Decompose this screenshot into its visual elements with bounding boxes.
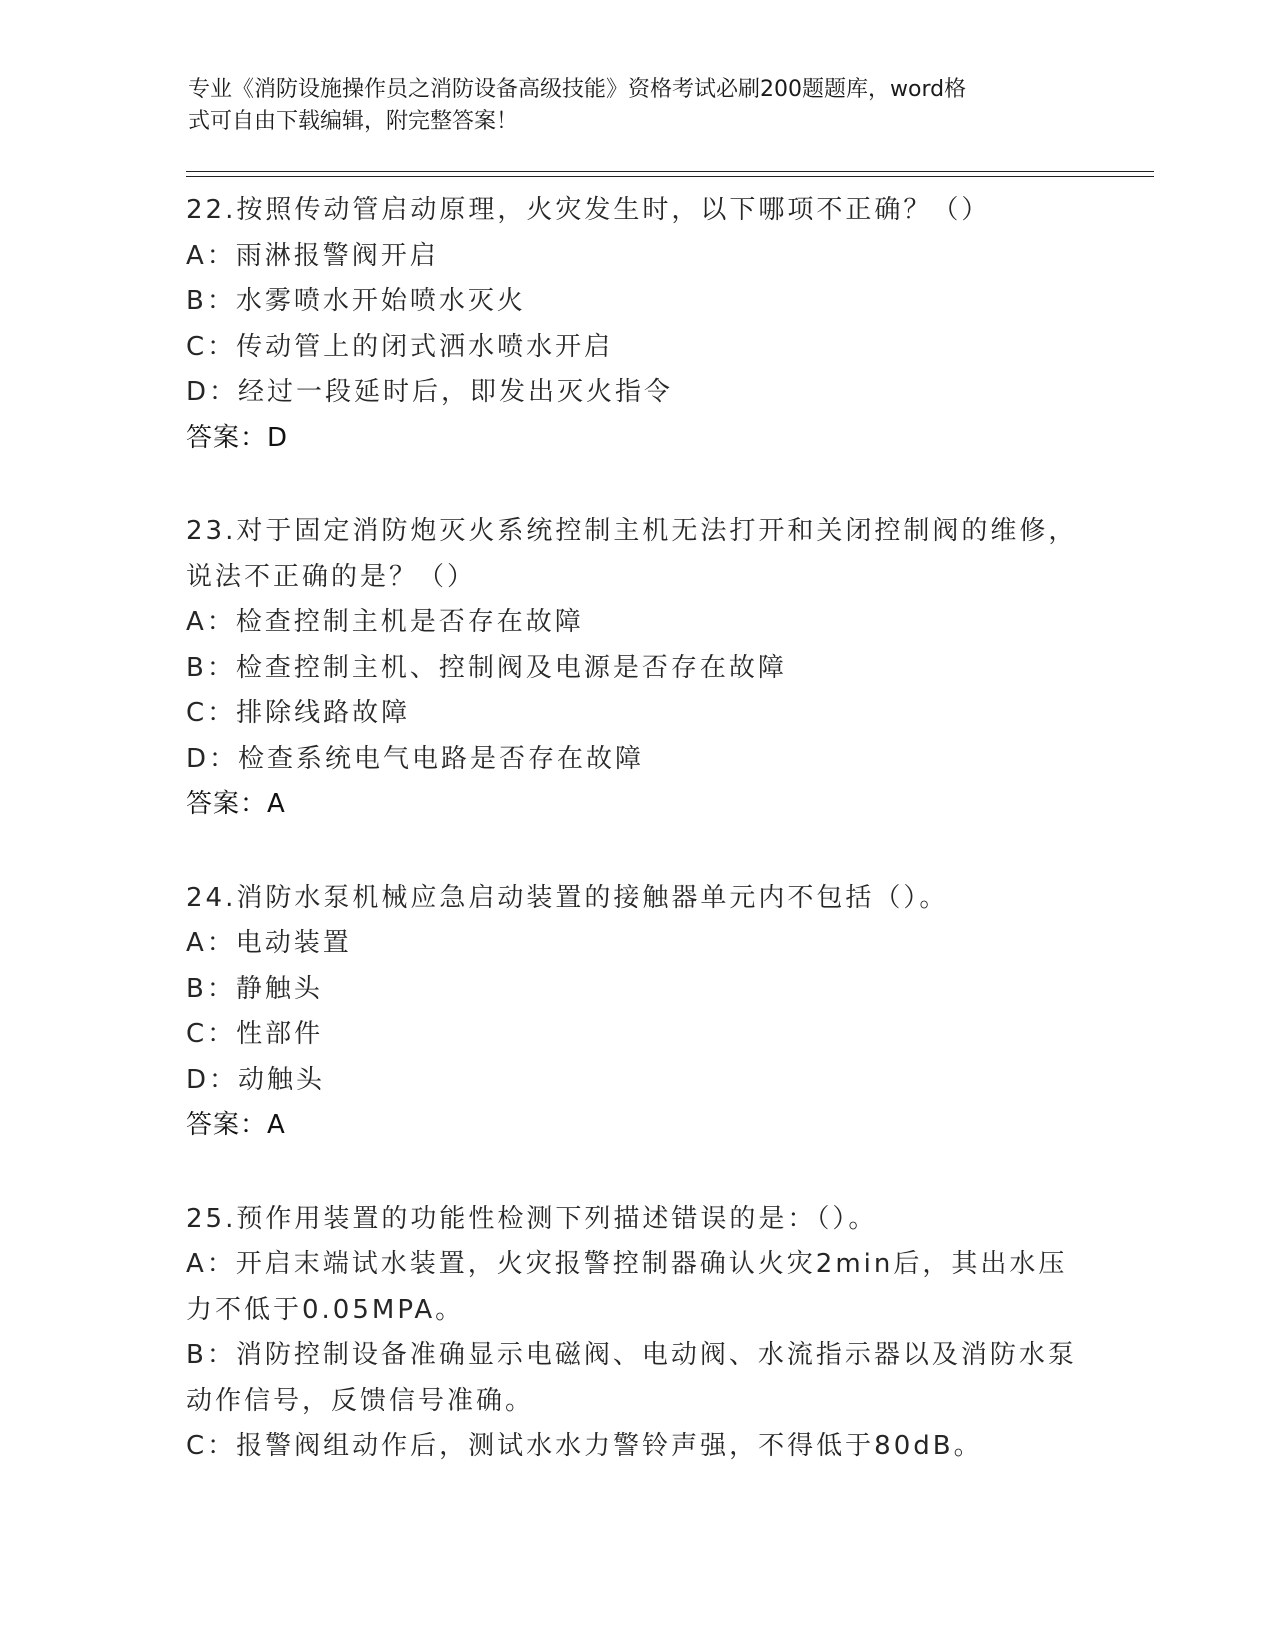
option-b-cont: 动作信号，反馈信号准确。 [186, 1385, 535, 1416]
option-a: A：雨淋报警阀开启 [186, 240, 439, 271]
answer: 答案：D [186, 422, 289, 453]
option-a: A：检查控制主机是否存在故障 [186, 607, 584, 637]
question-25 [186, 1197, 1086, 1470]
question-24 [186, 876, 1086, 1149]
option-c: C：排除线路故障 [186, 698, 411, 728]
spacer [186, 1149, 1086, 1197]
question-23 [186, 509, 1086, 828]
question-stem: 25.预作用装置的功能性检测下列描述错误的是：（）。 [186, 1203, 878, 1234]
header-line-2: 式可自由下载编辑，附完整答案！ [188, 109, 519, 134]
option-d: D：检查系统电气电路是否存在故障 [186, 743, 645, 774]
answer: 答案：A [186, 1110, 286, 1140]
option-c: C：传动管上的闭式洒水喷水开启 [186, 331, 614, 362]
question-stem: 22.按照传动管启动原理，火灾发生时，以下哪项不正确？（） [186, 195, 991, 225]
option-b: B：检查控制主机、控制阀及电源是否存在故障 [186, 652, 787, 683]
option-b: B：水雾喷水开始喷水灭火 [186, 286, 526, 316]
option-d: D：经过一段延时后，即发出灭火指令 [186, 377, 674, 407]
option-a-cont: 力不低于0.05MPA。 [186, 1294, 465, 1325]
question-stem: 23.对于固定消防炮灭火系统控制主机无法打开和关闭控制阀的维修， [186, 516, 1078, 546]
spacer [186, 461, 1086, 509]
option-b: B：静触头 [186, 973, 323, 1004]
question-22 [186, 188, 1086, 461]
answer: 答案：A [186, 789, 286, 819]
question-list [186, 188, 1086, 1470]
option-c: C：报警阀组动作后，测试水水力警铃声强，不得低于80dB。 [186, 1431, 983, 1461]
option-c: C：性部件 [186, 1019, 324, 1049]
spacer [186, 828, 1086, 876]
header-rule-bottom [186, 176, 1154, 177]
document-header [188, 74, 1068, 138]
option-a: A：开启末端试水装置，火灾报警控制器确认火灾2min后，其出水压 [186, 1249, 1068, 1279]
option-a: A：电动装置 [186, 928, 352, 958]
option-b: B：消防控制设备准确显示电磁阀、电动阀、水流指示器以及消防水泵 [186, 1340, 1077, 1370]
header-line-1: 专业《消防设施操作员之消防设备高级技能》资格考试必刷200题题库，word格 [188, 77, 967, 102]
question-stem-cont: 说法不正确的是？（） [186, 561, 477, 592]
header-rule-top [186, 171, 1154, 172]
option-d: D：动触头 [186, 1064, 326, 1095]
question-stem: 24.消防水泵机械应急启动装置的接触器单元内不包括（）。 [186, 882, 949, 913]
